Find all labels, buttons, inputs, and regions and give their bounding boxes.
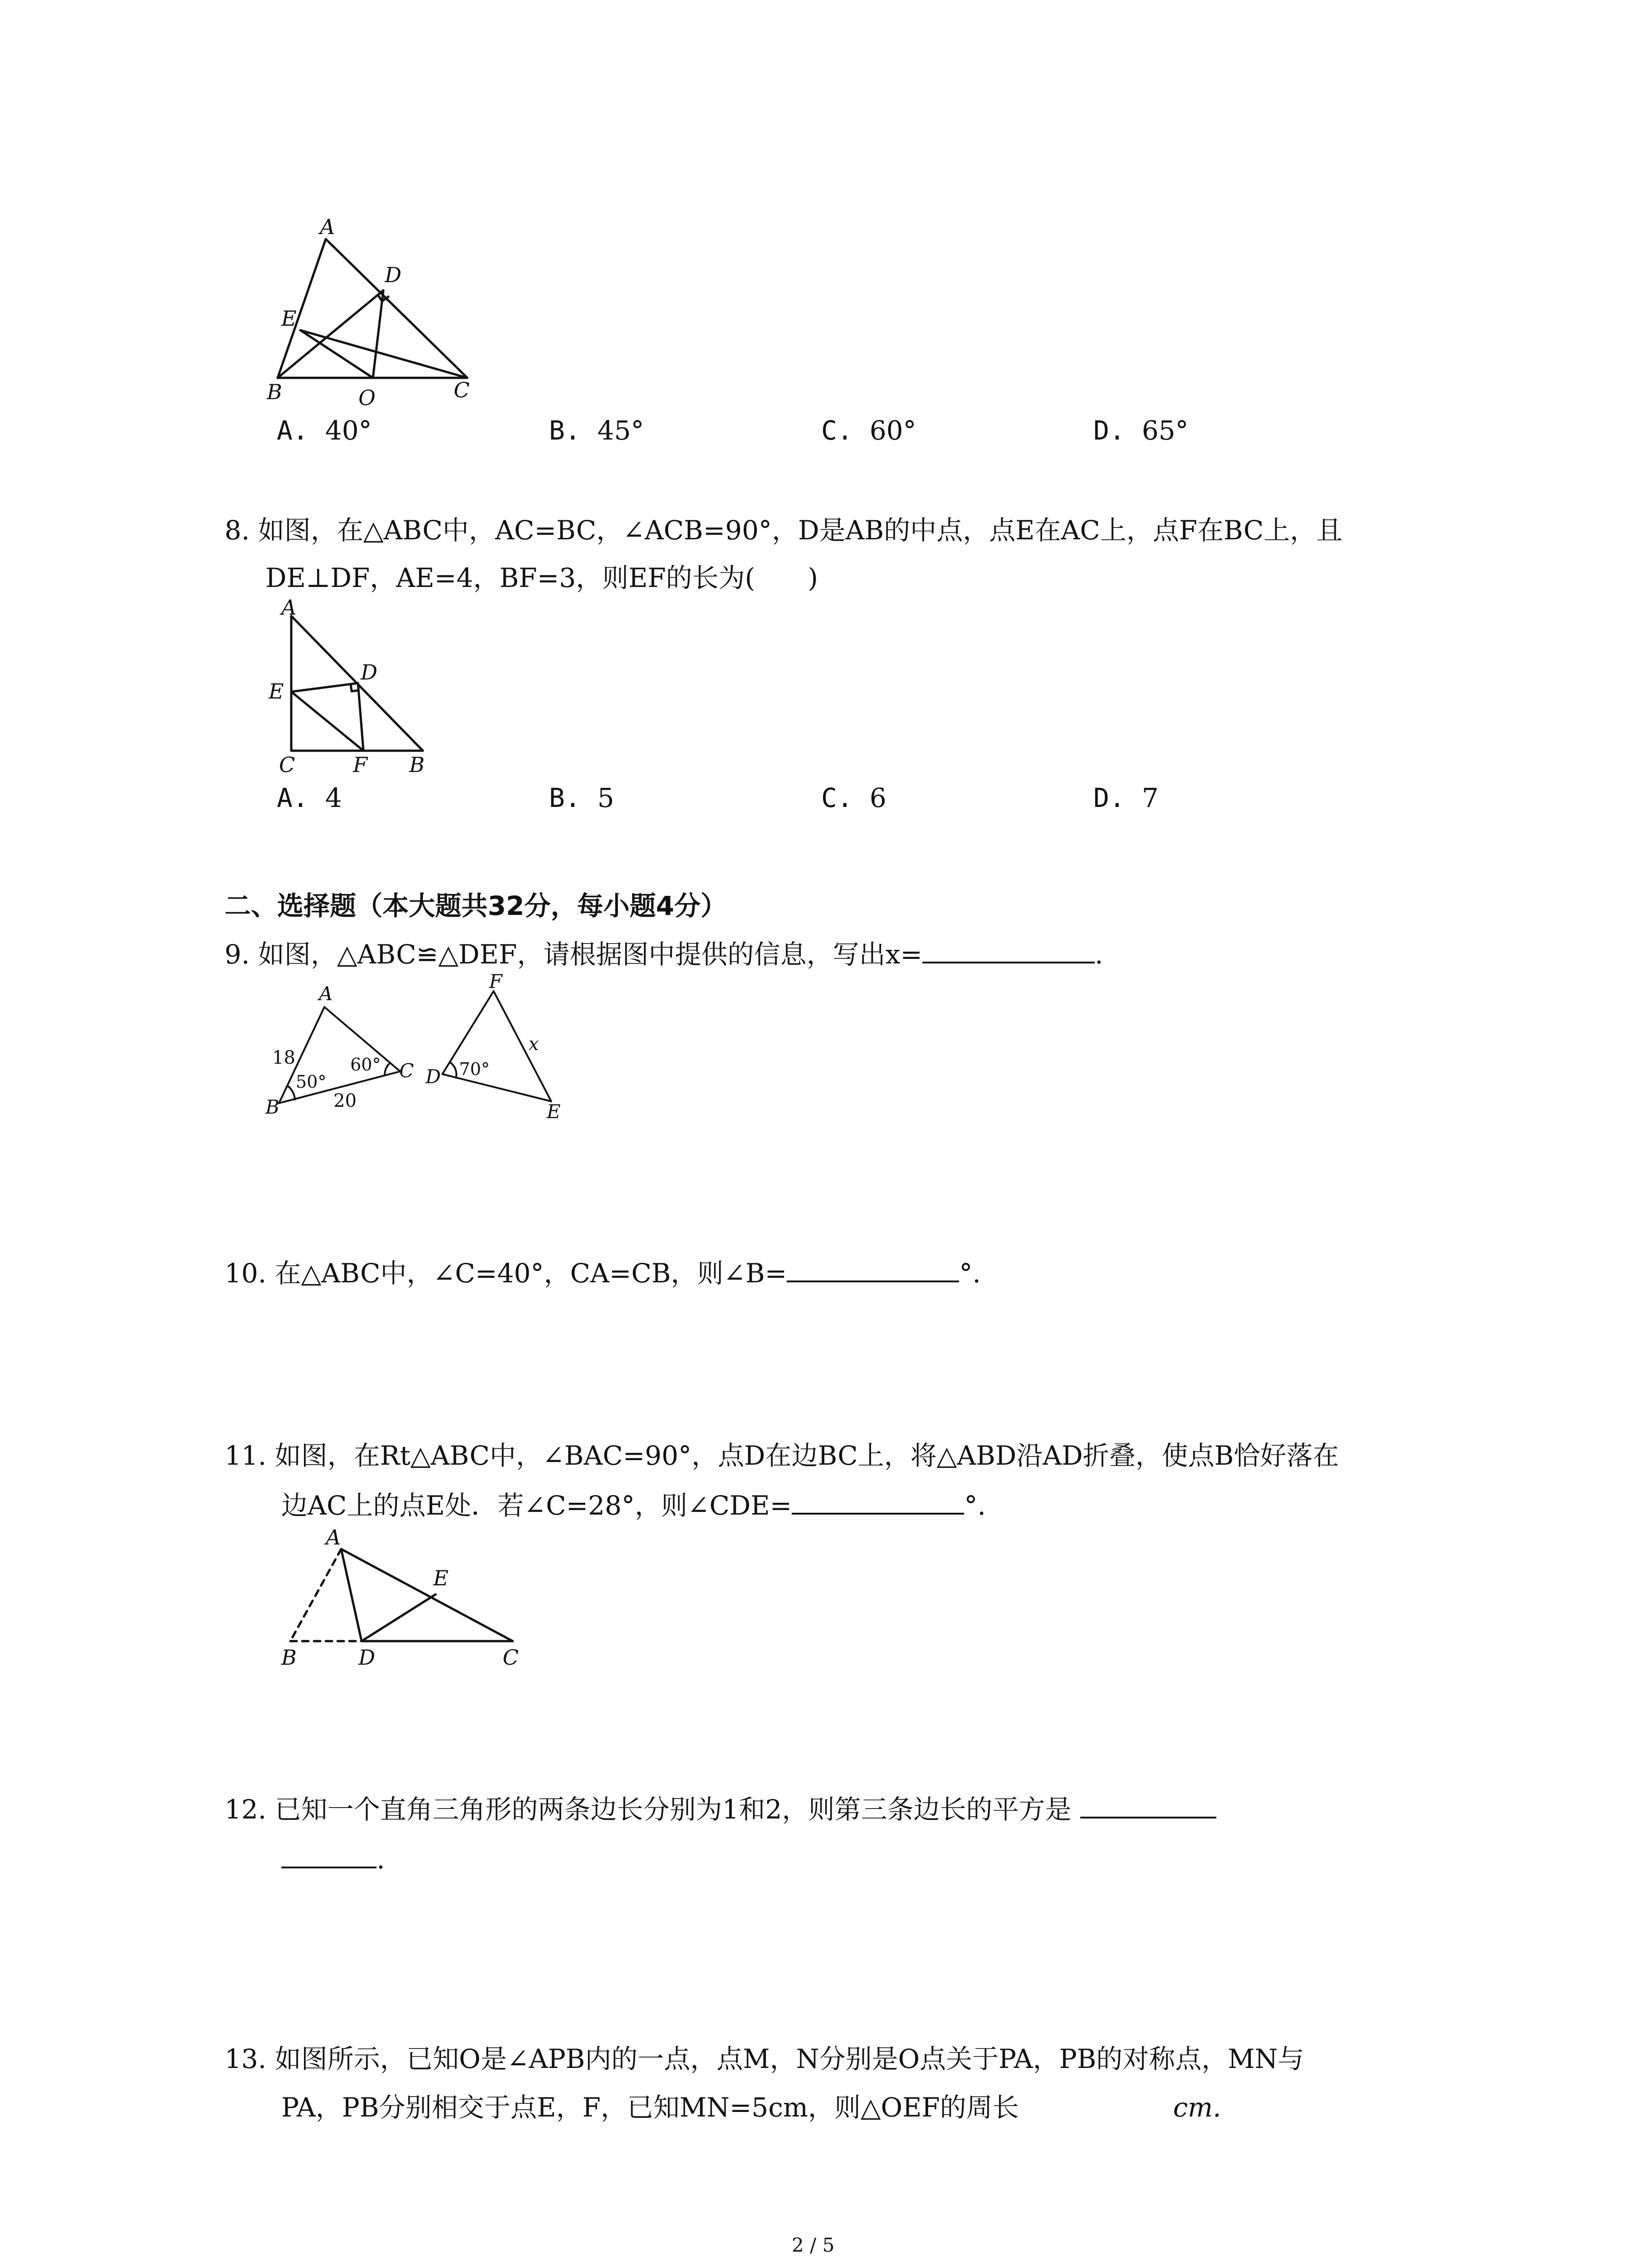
fig9-label-c: C [399,1060,414,1082]
fig9-label-e: E [547,1100,561,1123]
angle-arc-b [288,1086,295,1100]
q11-line2-before: 边AC上的点E处．若∠C=28°，则∠CDE= [281,1490,792,1521]
segment-ad [341,1549,362,1641]
fig7-label-b: B [267,380,282,404]
segment-df [358,683,363,751]
fig7-label-e: E [281,306,297,331]
q9-text [225,941,1103,968]
fig9-label-50: 50° [296,1072,327,1092]
segment-ef [291,692,363,751]
q8-option-c: C. 6 [821,782,887,813]
q12-line2-after: . [377,1844,385,1875]
fig9-label-d: D [426,1066,441,1088]
segment-eo [300,330,373,378]
q10-text [225,1258,981,1289]
fig8-label-c: C [279,753,295,777]
fig8-label-d: D [361,660,377,684]
fig8-label-b: B [409,753,425,777]
fig11-label-e: E [433,1566,449,1590]
figure-q8 [259,594,440,776]
q12-line2 [281,1844,385,1875]
fig9-label-18: 18 [272,1047,295,1068]
q7-option-b: B. 45° [549,415,644,446]
triangle-abc-q7 [278,239,467,378]
q10-answer-blank[interactable] [787,1281,959,1282]
q9-answer-blank[interactable] [922,962,1095,963]
fig11-label-c: C [503,1645,519,1670]
q12-answer-blank-part1[interactable] [1080,1817,1216,1818]
fig8-label-a: A [281,595,297,620]
q7-option-c: C. 60° [821,415,916,446]
fig8-label-e: E [269,679,284,704]
q8-line2: DE⊥DF，AE=4，BF=3，则EF的长为( ) [265,562,818,593]
angle-arc-c [385,1064,389,1075]
q8-line1: 8. 如图，在△ABC中，AC=BC，∠ACB=90°，D是AB的中点，点E在AC上，点F在BC上，且 [225,515,1343,546]
figure-q7 [254,213,490,413]
fig9-label-a: A [319,982,333,1005]
fig11-label-d: D [358,1645,375,1670]
q8-option-b: B. 5 [549,782,614,813]
q11-line1: 11. 如图，在Rt△ABC中，∠BAC=90°，点D在边BC上，将△ABD沿AD折叠，使点B恰好落在 [225,1440,1339,1471]
segment-ac [341,1549,513,1641]
segment-de [362,1594,436,1641]
fig7-label-o: O [358,386,376,410]
section-heading: 二、选择题（本大题共32分，每小题4分） [225,890,727,921]
fig9-label-20: 20 [333,1090,357,1111]
segment-ed [291,683,358,692]
fig9-label-70: 70° [459,1059,490,1079]
fig11-label-b: B [281,1645,297,1670]
q13-line1: 13. 如图所示，已知O是∠APB内的一点，点M，N分别是O点关于PA，PB的对称点，MN与 [225,2043,1304,2074]
q7-option-d: D. 65° [1093,415,1189,446]
segment-do [373,290,383,378]
fig9-label-f: F [489,970,503,992]
fig7-label-c: C [454,378,470,402]
q13-line2 [281,2094,1221,2121]
q13-line2-before: PA，PB分别相交于点E，F，已知MN=5cm，则△OEF的周长 [281,2092,1019,2123]
fig9-label-60: 60° [350,1055,381,1075]
fig9-label-b: B [265,1096,279,1118]
figure-q11 [268,1524,540,1674]
fig7-label-d: D [385,263,402,287]
fig7-label-a: A [320,215,335,239]
q13-line2-unit: cm. [1173,2092,1221,2123]
q12-line1 [225,1796,1216,1823]
page-number: 2 / 5 [792,2234,835,2256]
q10-text-before: 10. 在△ABC中，∠C=40°，CA=CB，则∠B= [225,1258,787,1289]
q10-text-after: °. [959,1258,981,1289]
fig9-label-x: x [529,1034,539,1055]
segment-ab-dashed [290,1549,341,1641]
fig8-label-f: F [353,753,367,777]
q9-text-before: 9. 如图，△ABC≌△DEF，请根据图中提供的信息，写出x= [225,939,922,970]
q12-line1-text: 12. 已知一个直角三角形的两条边长分别为1和2，则第三条边长的平方是 [225,1794,1072,1825]
fig11-label-a: A [326,1525,341,1549]
figure-q9 [254,971,581,1125]
q8-option-a: A. 4 [277,782,342,813]
q8-option-d: D. 7 [1093,782,1159,813]
q12-answer-blank-part2[interactable] [281,1867,377,1868]
q11-answer-blank[interactable] [792,1513,964,1515]
q9-text-after: . [1094,939,1103,970]
q11-line2 [281,1492,986,1519]
q7-option-a: A. 40° [277,415,372,446]
q11-line2-after: °. [964,1490,986,1521]
